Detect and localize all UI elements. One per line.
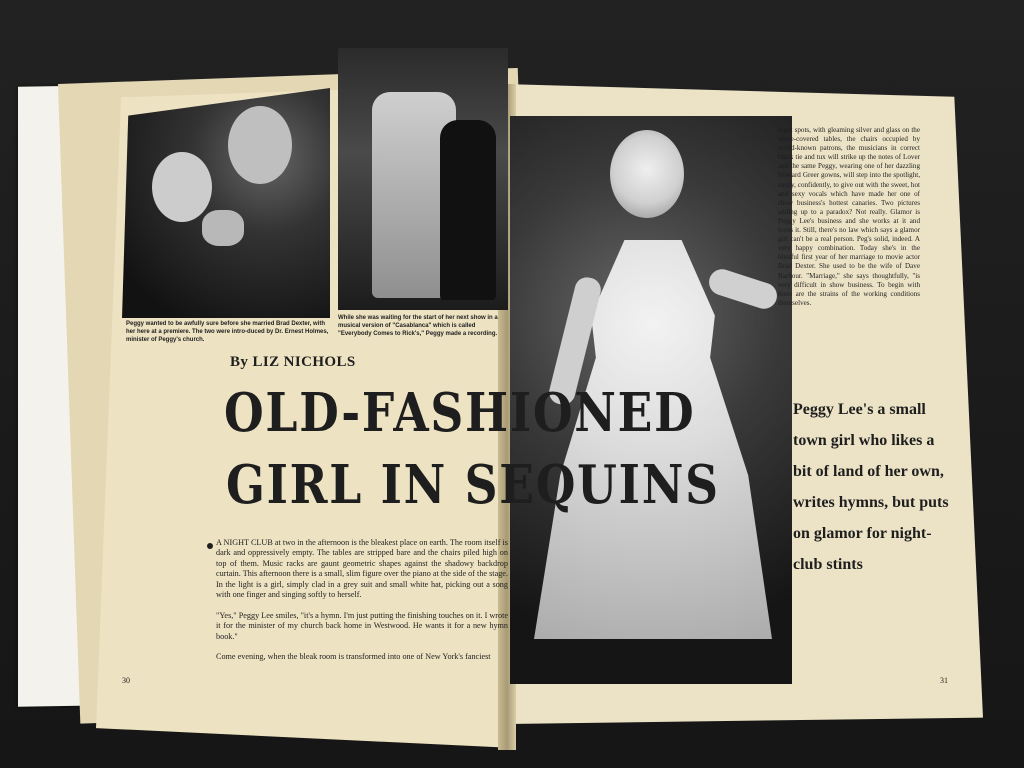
body-start-dot xyxy=(207,543,213,549)
caption-right: While she was waiting for the start of her next show in a musical version of "Casablanca" which is called "Everybody Comes to Rick's," Peggy made a recording. xyxy=(338,315,498,337)
pull-quote: Peggy Lee's a small town girl who likes a bit of land of her own, writes hymns, but puts on glamor for night-club stints xyxy=(793,401,949,573)
page-number-right: 31 xyxy=(940,676,948,685)
page-number-left: 30 xyxy=(122,676,130,685)
photo-woman-coat xyxy=(440,120,496,300)
right-column-text: night spots, with gleaming silver and glass on the white-covered tables, the chairs occupied by world-known patrons, the musicians in correct black tie and tux will strike up the notes of Lover and the same Peggy, wearing one of her dazzling Howard Greer gowns, will step into the spotlight, easily, confidently, to give out with the sweet, hot and sexy vocals which have made her one of show business's hottest canaries. Two pictures adding up to a paradox? Not really. Glamor is Peggy Lee's business and she works at it and loves it. Still, there's no law which says a glamor girl can't be a real person. Peg's solid, indeed. A very happy combination. Today she's in the blissful first year of her marriage to movie actor Brad Dexter. She used to be the wife of Dave Barbour. "Marriage," she says thoughtfully, "is very difficult in show business. To begin with there are the strains of the working conditions themselves. xyxy=(778,126,920,307)
photo-hand xyxy=(202,210,244,246)
headline-line-1: OLD-FASHIONED xyxy=(224,382,696,444)
caption-left: Peggy wanted to be awfully sure before she married Brad Dexter, with her here at a premiere. The two were intro-duced by Dr. Ernest Holmes, minister of Peggy's church. xyxy=(126,321,329,343)
photo-couple xyxy=(122,88,330,318)
photo-face-man xyxy=(228,106,292,184)
headline-line-2: GIRL IN SEQUINS xyxy=(226,454,720,516)
article-body: A NIGHT CLUB at two in the afternoon is the bleakest place on earth. The room itself is dark and oppressively empty. The tables are stripped bare and the chairs piled high on top of them. Music racks are gaunt geometric shapes against the shadowy backdrop curtain. This afternoon there is a small, slim figure over the piano at the side of the stage. In the light is a girl, simply clad in a grey suit and small white hat, picking out a song with one finger and singing softly to herself. "Yes," Peggy Lee smiles, "it's a hymn. I'm just putting the finishing touches on it. I wrote it for the minister of my church back home in Westwood. He wants it for a new hymn book." Come evening, when the bleak room is transformed into one of New York's fanciest xyxy=(216,538,508,662)
byline: By LIZ NICHOLS xyxy=(230,354,356,370)
portrait-head xyxy=(610,130,684,218)
photo-face-woman xyxy=(152,152,212,222)
